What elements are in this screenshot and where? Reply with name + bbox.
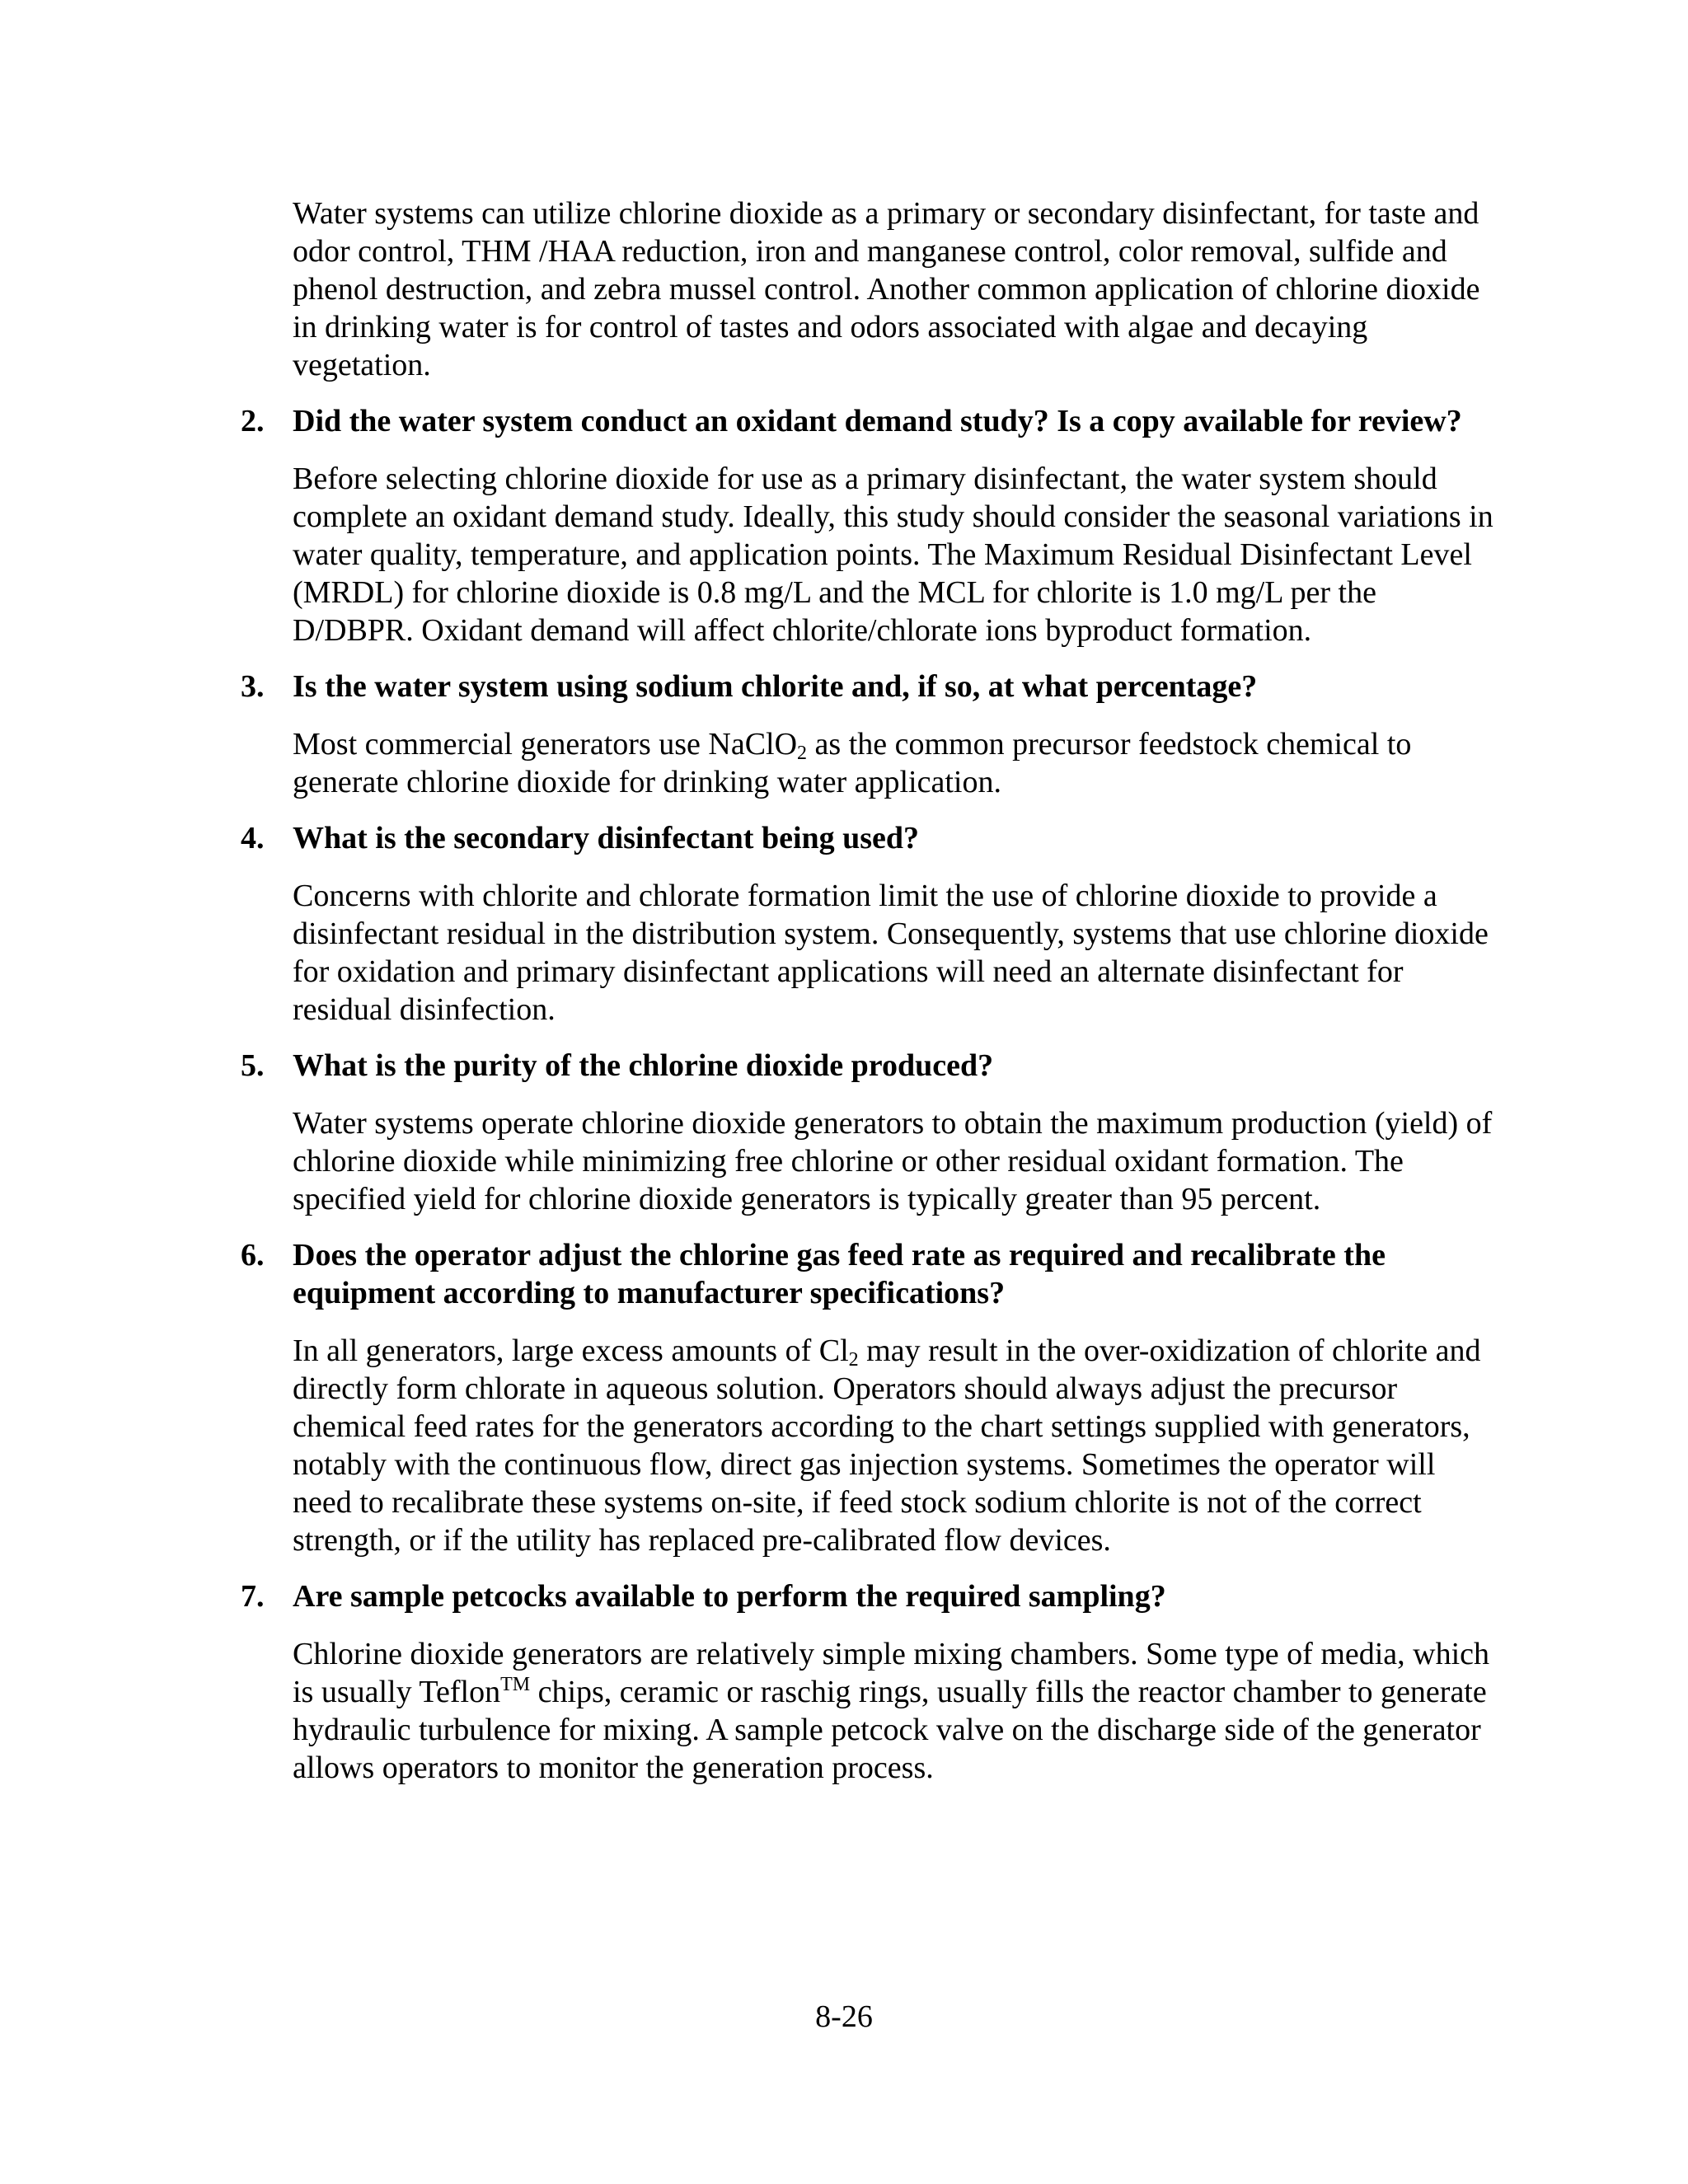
answer-text: chips, ceramic or raschig rings, usually fills the reactor chamber to generate hydraulic turbulence for mixing. A sample petcock valve on the discharge side of the generator allows operators to monitor the generation process.: [293, 1675, 1487, 1785]
answer-3: [293, 725, 1493, 801]
answer-text: as the common precursor feedstock chemical to generate chlorine dioxide for drinking water application.: [293, 727, 1412, 799]
question-4: [241, 819, 1493, 857]
question-text: What is the purity of the chlorine dioxide produced?: [293, 1048, 994, 1083]
intro-paragraph: Water systems can utilize chlorine dioxide as a primary or secondary disinfectant, for taste and odor control, THM /HAA reduction, iron and manganese control, color removal, sulfide and phenol destruction, and zebra mussel control. Another common application of chlorine dioxide in drinking water is for control of tastes and odors associated with algae and decaying vegetation.: [293, 196, 1480, 382]
answer-4: Concerns with chlorite and chlorate formation limit the use of chlorine dioxide to provide a disinfectant residual in the distribution system. Consequently, systems that use chlorine dioxide for oxidation and primary disinfectant applications will need an alternate disinfectant for residual disinfection.: [293, 879, 1489, 1027]
question-number: 5.: [241, 1048, 265, 1083]
answer-7: [293, 1635, 1493, 1787]
question-text: Does the operator adjust the chlorine gas feed rate as required and recalibrate the equipment according to manufacturer specifications?: [293, 1238, 1386, 1310]
subscript: 2: [797, 743, 808, 764]
page-content: [241, 194, 1493, 1787]
answer-5: Water systems operate chlorine dioxide generators to obtain the maximum production (yield) of chlorine dioxide while minimizing free chlorine or other residual oxidant formation. The specified yield for chlorine dioxide generators is typically greater than 95 percent.: [293, 1106, 1493, 1216]
answer-2: Before selecting chlorine dioxide for use as a primary disinfectant, the water system should complete an oxidant demand study. Ideally, this study should consider the seasonal variations in water quality, temperature, and application points. The Maximum Residual Disinfectant Level (MRDL) for chlorine dioxide is 0.8 mg/L and the MCL for chlorite is 1.0 mg/L per the D/DBPR. Oxidant demand will affect chlorite/chlorate ions byproduct formation.: [293, 462, 1493, 648]
answer-text: In all generators, large excess amounts of Cl: [293, 1333, 849, 1368]
question-number: 7.: [241, 1579, 265, 1614]
question-text: Is the water system using sodium chlorite and, if so, at what percentage?: [293, 669, 1258, 704]
question-number: 3.: [241, 669, 265, 704]
answer-text: Most commercial generators use NaClO: [293, 727, 798, 762]
question-6: [241, 1236, 1493, 1312]
question-number: 6.: [241, 1238, 265, 1272]
question-2: [241, 402, 1493, 440]
question-text: What is the secondary disinfectant being used?: [293, 821, 920, 855]
question-5: [241, 1047, 1493, 1085]
subscript: 2: [848, 1349, 859, 1371]
question-number: 4.: [241, 821, 265, 855]
page-number: 8-26: [815, 1999, 873, 2034]
question-text: Did the water system conduct an oxidant demand study? Is a copy available for review?: [293, 404, 1462, 438]
question-text: Are sample petcocks available to perform the required sampling?: [293, 1579, 1166, 1614]
answer-6: [293, 1332, 1493, 1559]
question-3: [241, 668, 1493, 705]
trademark-superscript: TM: [500, 1674, 531, 1695]
question-number: 2.: [241, 404, 265, 438]
answer-text: Chlorine dioxide generators are relatively simple mixing chambers. Some type of media, which is usually Teflon: [293, 1637, 1490, 1709]
question-7: [241, 1577, 1493, 1615]
answer-text: may result in the over-oxidization of chlorite and directly form chlorate in aqueous solution. Operators should always adjust the precursor chemical feed rates for the generators according to the chart settings supplied with generators, notably with the continuous flow, direct gas injection systems. Sometimes the operator will need to recalibrate these systems on-site, if feed stock sodium chlorite is not of the correct strength, or if the utility has replaced pre-calibrated flow devices.: [293, 1333, 1481, 1558]
